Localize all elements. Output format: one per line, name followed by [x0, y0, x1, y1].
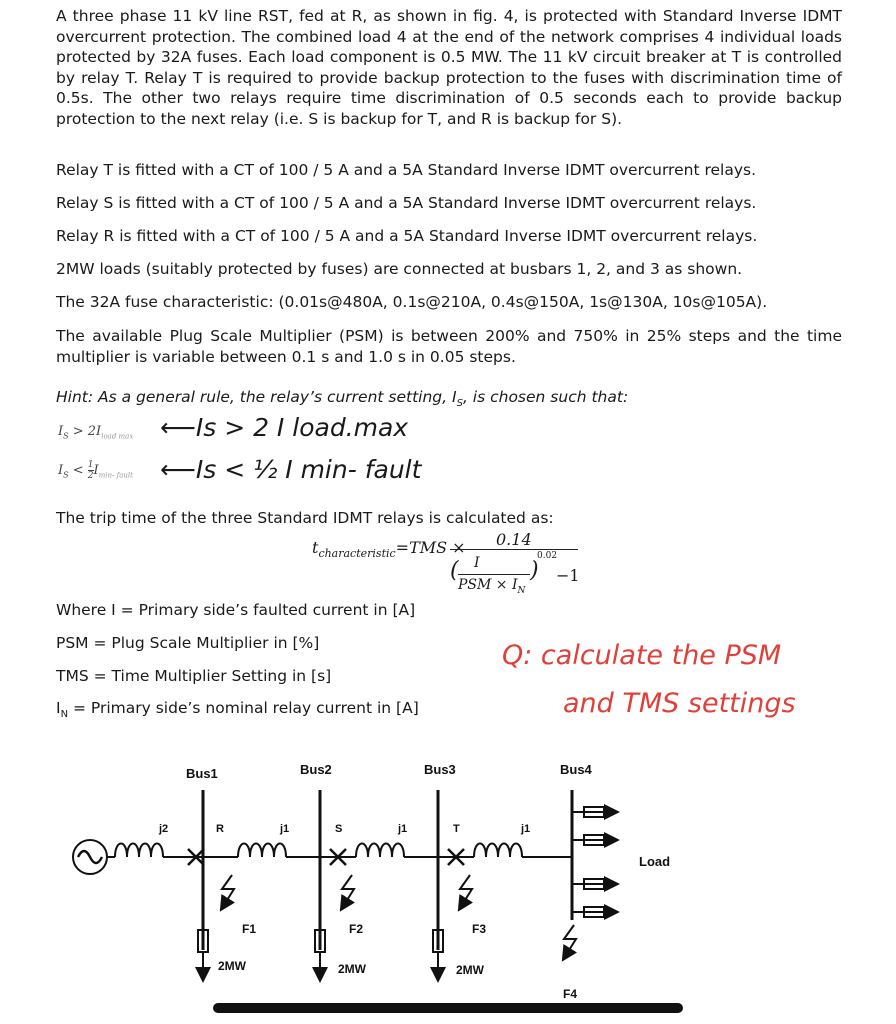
impedance-label-1: j2 — [159, 823, 169, 835]
load-feeders — [572, 807, 612, 917]
definition-psm: PSM = Plug Scale Multiplier in [%] — [56, 634, 320, 652]
impedance-label-2: j1 — [280, 823, 290, 835]
question-line-1: Q: calculate the PSM — [502, 640, 782, 671]
definition-tms: TMS = Time Multiplier Setting in [s] — [56, 667, 332, 685]
bus-2-label: Bus2 — [300, 762, 332, 777]
load-1-label: 2MW — [218, 959, 246, 973]
relay-t-label: T — [453, 823, 460, 835]
psm-range-text: The available Plug Scale Multiplier (PSM) is between 200% and 750% in 25% steps and the time multiplier is variable between 0.1 s and 1.0 s in 0.05 steps. — [56, 327, 842, 366]
load-2-label: 2MW — [338, 962, 366, 976]
hint-title: Hint: As a general rule, the relay’s current setting, $I_S$, is chosen such that: — [56, 388, 629, 410]
fault-f3-label: F3 — [472, 922, 487, 936]
loads-text: 2MW loads (suitably protected by fuses) are connected at busbars 1, 2, and 3 as shown. — [56, 260, 743, 278]
fault-f3-icon — [460, 875, 472, 905]
fault-f2-label: F2 — [349, 922, 364, 936]
hint-rule-1: $I_S > 2I_{load max}$ — [58, 424, 134, 441]
fault-f4-label: F4 — [563, 987, 578, 1001]
problem-intro: A three phase 11 kV line RST, fed at R, as shown in fig. 4, is protected with Standard Inverse IDMT overcurrent protection. The combined load 4 at the end of the network comprises 4 individual loads protected by 32A fuses. Each load component is 0.5 MW. The 11 kV circuit breaker at T is controlled by relay T. Relay T is required to provide backup protection to the fuses with discrimination time of 0.5s. The other two relays require time discrimination of 0.5 seconds each to provide backup protection to the next relay (i.e. S is backup for T, and R is backup for S). — [56, 7, 842, 128]
bus-1-label: Bus1 — [186, 766, 218, 781]
fault-f2-icon — [342, 875, 354, 905]
hint-handwritten-1: ⟵Is > 2 I load.max — [160, 413, 409, 442]
arrow-left-icon: ⟵ — [160, 455, 196, 484]
relay-t-text: Relay T is fitted with a CT of 100 / 5 A and a 5A Standard Inverse IDMT overcurrent relays. — [56, 161, 756, 179]
hint-handwritten-2: ⟵Is < ½ I min- fault — [160, 455, 422, 484]
bus-4-label: Bus4 — [560, 762, 592, 777]
home-indicator-bar — [213, 1003, 683, 1013]
load-3-label: 2MW — [456, 963, 484, 977]
impedance-coil-3 — [356, 844, 404, 858]
formula-intro: The trip time of the three Standard IDMT relays is calculated as: — [56, 509, 554, 527]
bus-3-label: Bus3 — [424, 762, 456, 777]
fault-f1-icon — [222, 875, 234, 905]
impedance-label-3: j1 — [398, 823, 408, 835]
hint-rule-2: $I_S$ < $\frac{1}{2}$ $I_{min- fault}$ — [58, 460, 133, 481]
impedance-coil-1 — [115, 844, 163, 858]
question-line-2: and TMS settings — [563, 688, 796, 719]
relay-s-text: Relay S is fitted with a CT of 100 / 5 A and a 5A Standard Inverse IDMT overcurrent relays. — [56, 194, 757, 212]
arrow-left-icon: ⟵ — [160, 413, 196, 442]
definition-i: Where I = Primary side’s faulted current in [A] — [56, 601, 416, 619]
fault-f1-label: F1 — [242, 922, 257, 936]
definition-in: $I_N$ = Primary side’s nominal relay current in [A] — [56, 699, 419, 721]
load-4-label: Load — [639, 854, 671, 869]
impedance-coil-4 — [474, 844, 522, 858]
relay-s-label: S — [335, 823, 343, 835]
fuse-characteristic-text: The 32A fuse characteristic: (0.01s@480A, 0.1s@210A, 0.4s@150A, 1s@130A, 10s@105A). — [56, 293, 768, 311]
relay-r-text: Relay R is fitted with a CT of 100 / 5 A and a 5A Standard Inverse IDMT overcurrent relays. — [56, 227, 758, 245]
relay-r-label: R — [216, 823, 224, 835]
impedance-coil-2 — [238, 844, 286, 858]
impedance-label-4: j1 — [521, 823, 531, 835]
fault-f4-icon — [564, 925, 576, 955]
